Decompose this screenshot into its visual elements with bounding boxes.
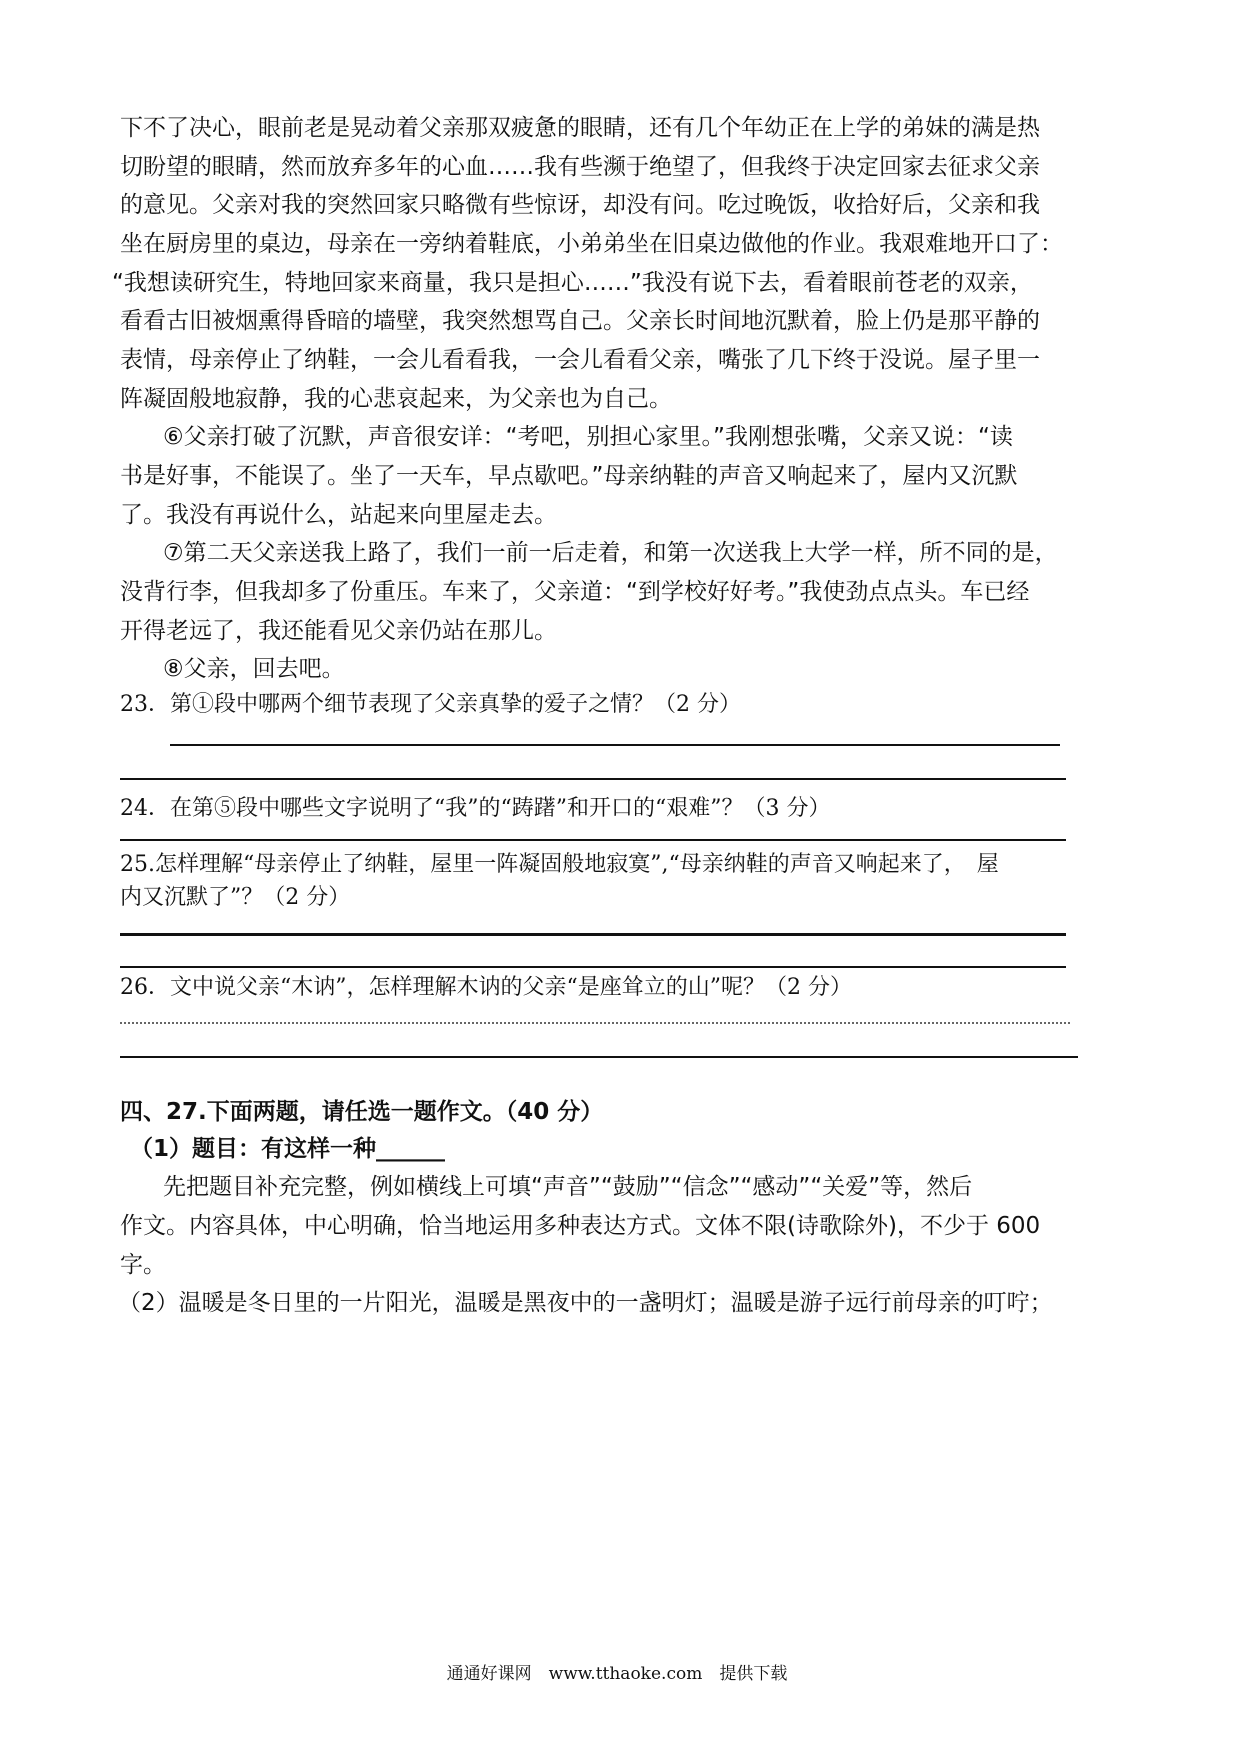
section-heading: 四、27.下面两题，请任选一题作文。（40 分）	[120, 1099, 604, 1125]
answer-line	[170, 744, 1060, 746]
answer-line	[120, 966, 1066, 968]
question-25-cont: 内又沉默了”？（2 分）	[120, 885, 351, 910]
passage-line: 坐在厨房里的桌边，母亲在一旁纳着鞋底，小弟弟坐在旧桌边做他的作业。我艰难地开口了：	[120, 231, 1063, 257]
passage-line: 切盼望的眼睛，然而放弃多年的心血……我有些濒于绝望了，但我终于决定回家去征求父亲	[120, 154, 1040, 180]
answer-line	[120, 933, 1066, 936]
option-1-body: 作文。内容具体，中心明确，恰当地运用多种表达方式。文体不限(诗歌除外)，不少于 600	[120, 1213, 1041, 1239]
passage-line: ⑦第二天父亲送我上路了，我们一前一后走着，和第一次送我上大学一样，所不同的是，	[163, 540, 1058, 566]
option-1-title: （1）题目：有这样一种______	[130, 1136, 446, 1162]
answer-line	[120, 1056, 1078, 1058]
answer-line	[120, 839, 1066, 841]
question-25: 25.怎样理解“母亲停止了纳鞋，屋里一阵凝固般地寂寞”,“母亲纳鞋的声音又响起来了， 屋	[120, 852, 999, 877]
passage-line: 没背行李，但我却多了份重压。车来了，父亲道：“到学校好好考。”我使劲点点头。车已经	[120, 579, 1030, 605]
passage-line: 下不了决心，眼前老是晃动着父亲那双疲惫的眼睛，还有几个年幼正在上学的弟妹的满是热	[120, 115, 1040, 141]
option-1-body: 字。	[120, 1252, 166, 1278]
passage-line: 阵凝固般地寂静，我的心悲哀起来，为父亲也为自己。	[120, 386, 672, 412]
question-23: 23．第①段中哪两个细节表现了父亲真挚的爱子之情？（2 分）	[120, 692, 741, 717]
passage-line: 书是好事，不能误了。坐了一天车，早点歇吧。”母亲纳鞋的声音又响起来了，屋内又沉默	[120, 463, 1018, 489]
option-1-body: 先把题目补充完整，例如横线上可填“声音”“鼓励”“信念”“感动”“关爱”等，然后	[163, 1174, 973, 1200]
question-26: 26．文中说父亲“木讷”，怎样理解木讷的父亲“是座耸立的山”呢？（2 分）	[120, 975, 852, 1000]
page-footer: 通通好课网 www.tthaoke.com 提供下载	[446, 1664, 788, 1684]
option-2-text: （2）温暖是冬日里的一片阳光，温暖是黑夜中的一盏明灯；温暖是游子远行前母亲的叮咛；	[118, 1290, 1053, 1316]
answer-line	[120, 1022, 1070, 1024]
passage-line: “我想读研究生，特地回家来商量，我只是担心……”我没有说下去，看着眼前苍老的双亲，	[112, 270, 1033, 296]
answer-line	[120, 778, 1066, 780]
passage-line: 表情，母亲停止了纳鞋，一会儿看看我，一会儿看看父亲，嘴张了几下终于没说。屋子里一	[120, 347, 1040, 373]
passage-line: ⑥父亲打破了沉默，声音很安详：“考吧，别担心家里。”我刚想张嘴，父亲又说：“读	[163, 424, 1013, 450]
passage-line: 看看古旧被烟熏得昏暗的墙壁，我突然想骂自己。父亲长时间地沉默着，脸上仍是那平静的	[120, 308, 1040, 334]
passage-line: ⑧父亲，回去吧。	[163, 656, 345, 682]
passage-line: 了。我没有再说什么，站起来向里屋走去。	[120, 502, 557, 528]
passage-line: 的意见。父亲对我的突然回家只略微有些惊讶，却没有问。吃过晚饭，收拾好后，父亲和我	[120, 192, 1040, 218]
question-24: 24．在第⑤段中哪些文字说明了“我”的“踌躇”和开口的“艰难”？（3 分）	[120, 796, 831, 821]
passage-line: 开得老远了，我还能看见父亲仍站在那儿。	[120, 618, 557, 644]
